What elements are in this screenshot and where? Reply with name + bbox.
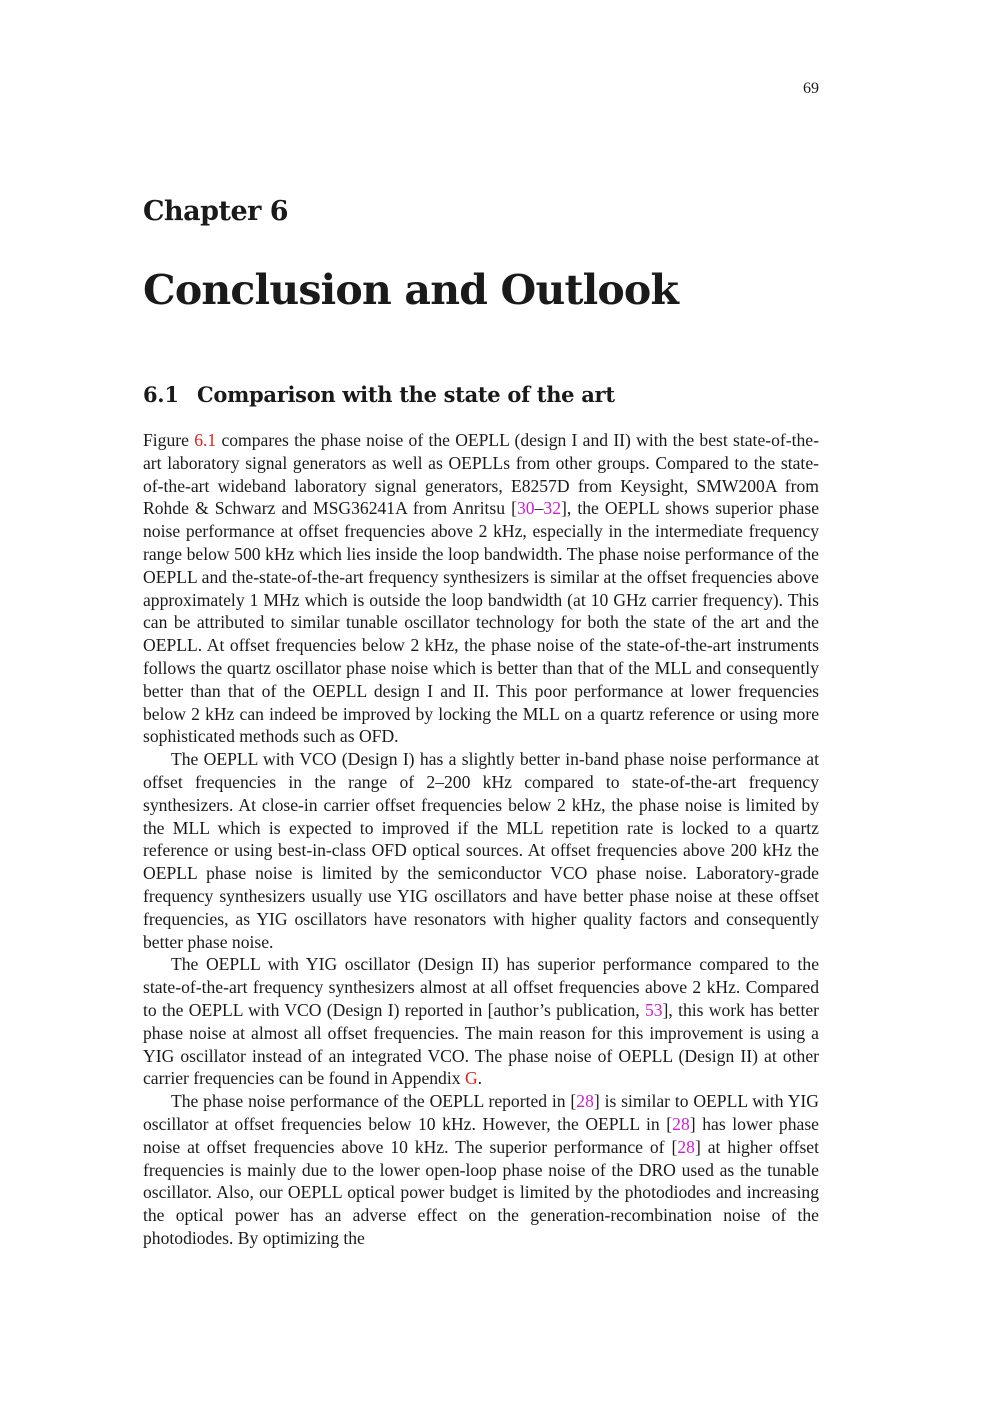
text-run: ], this work has better phase noise at almost all offset frequencies. The main reason for this improvement is using a YIG oscillator instead of an integrated VCO. The phase noise of OEPLL (Design II) at other carrier frequencies can be found in Appendix	[143, 999, 819, 1089]
citation-link[interactable]: 30	[517, 498, 535, 519]
text-run: .	[477, 1068, 483, 1089]
citation-link[interactable]: 28	[576, 1091, 594, 1112]
citation-link[interactable]: 28	[677, 1136, 695, 1157]
text-run: ] has lower phase noise at offset frequencies above 10 kHz. The superior performance of [	[143, 1113, 819, 1157]
citation-link[interactable]: 53	[644, 999, 663, 1020]
text-run: compares the phase noise of the OEPLL (design I and II) with the best state-of-the-art laboratory signal generators as well as OEPLLs from other groups. Compared to the state-of-the-art wideband laboratory signal generators, E8257D from Keysight, SMW200A from Rohde & Schwarz and MSG36241A from Anritsu [	[143, 430, 819, 519]
text-run: ] at higher offset frequencies is mainly due to the lower open-loop phase noise of the DRO used as the tunable oscillator. Also, our OEPLL optical power budget is limited by the photodiodes and increasing the optical power has an adverse effect on the generation-recombination noise of the photodiodes. By optimizing the	[143, 1136, 819, 1248]
text-run: –	[534, 498, 544, 519]
paragraph	[143, 1090, 819, 1250]
section-heading	[143, 382, 615, 407]
text-run: ], the OEPLL shows superior phase noise performance at offset frequencies above 2 kHz, especially in the intermediate frequency range below 500 kHz which lies inside the loop bandwidth. The phase noise performance of the OEPLL and the-state-of-the-art frequency synthesizers is similar at the offset frequencies above approximately 1 MHz which is outside the loop bandwidth (at 10 GHz carrier frequency). This can be attributed to similar tunable oscillator technology for both the state of the art and the OEPLL. At offset frequencies below 2 kHz, the phase noise of the state-of-the-art instruments follows the quartz oscillator phase noise which is better than that of the MLL and consequently better than that of the OEPLL design I and II. This poor performance at lower frequencies below 2 kHz can indeed be improved by locking the MLL on a quartz reference or using more sophisticated methods such as OFD.	[143, 498, 819, 747]
section-number: 6.1	[143, 382, 179, 407]
paragraph: The OEPLL with VCO (Design I) has a slightly better in-band phase noise performance at offset frequencies in the range of 2–200 kHz compared to state-of-the-art frequency synthesizers. At close-in carrier offset frequencies below 2 kHz, the phase noise is limited by the MLL which is expected to improved if the MLL repetition rate is locked to a quartz reference or using best-in-class OFD optical sources. At offset frequencies above 200 kHz the OEPLL phase noise is limited by the semiconductor VCO phase noise. Laboratory-grade frequency synthesizers usually use YIG oscillators and have better phase noise at these offset frequencies, as YIG oscillators have resonators with higher quality factors and consequently better phase noise.	[143, 749, 819, 952]
chapter-label: Chapter 6	[143, 196, 289, 227]
citation-link[interactable]: 32	[543, 498, 561, 519]
section-title: Comparison with the state of the art	[197, 382, 615, 407]
text-run: Figure	[143, 430, 195, 450]
appendix-link[interactable]: G	[464, 1068, 478, 1089]
paragraph	[143, 953, 819, 1090]
chapter-title: Conclusion and Outlook	[143, 266, 679, 314]
body-text	[143, 429, 819, 1250]
citation-link[interactable]: 28	[672, 1113, 690, 1134]
paragraph	[143, 429, 819, 748]
figure-link[interactable]: 6.1	[194, 430, 217, 450]
page-number: 69	[803, 80, 819, 97]
text-run: ] is similar to OEPLL with YIG oscillator at offset frequencies below 10 kHz. However, the OEPLL in [	[143, 1091, 819, 1134]
text-run: The OEPLL with YIG oscillator (Design II) has superior performance compared to the state-of-the-art frequency synthesizers almost at all offset frequencies above 2 kHz. Compared to the OEPLL with VCO (Design I) reported in [author’s publication,	[143, 954, 819, 1020]
text-run: The phase noise performance of the OEPLL reported in [	[171, 1091, 577, 1112]
